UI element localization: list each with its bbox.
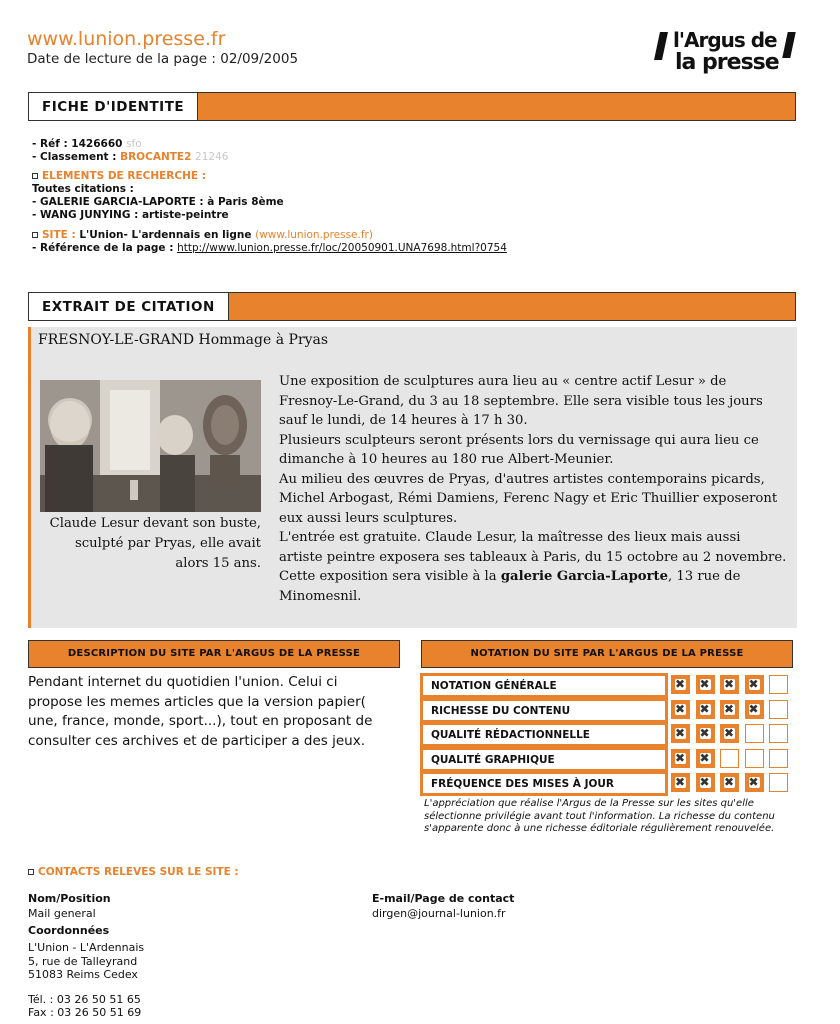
contacts-header-label: CONTACTS RELEVES SUR LE SITE : (38, 866, 239, 878)
description-text: Pendant internet du quotidien l'union. Celui ci propose les memes articles que la version papier( une, france, monde, sport...), tout en proposant de consulter ces archives et de participer a des jeux. (28, 674, 373, 749)
rating-empty-box (745, 749, 764, 768)
ref-line (32, 138, 142, 150)
rating-cross-icon (696, 749, 715, 768)
bullet-square-icon (28, 869, 34, 875)
photo-illustration (40, 380, 261, 512)
citations-label: Toutes citations : (32, 183, 134, 195)
site-label: SITE : (42, 229, 76, 241)
citation-paragraph-1: Une exposition de sculptures aura lieu au « centre actif Lesur » de Fresnoy-Le-Grand, du 3 au 18 septembre. Elle sera visible tous les jours sauf le lundi, de 14 heures à 17 h 30. (279, 374, 763, 428)
read-date: Date de lecture de la page : 02/09/2005 (27, 51, 299, 67)
rating-cross-icon (696, 700, 715, 719)
citation-item-2: - WANG JUNYING : artiste-peintre (32, 209, 229, 221)
rating-cross-icon (671, 724, 690, 743)
rating-empty-box (745, 724, 764, 743)
ref-label: - Réf : 1426660 (32, 138, 123, 150)
rating-empty-box (769, 675, 788, 694)
rating-header-bar (421, 640, 793, 668)
classement-line (32, 151, 228, 163)
contact-address-1: L'Union - L'Ardennais (28, 941, 145, 954)
page-ref-link[interactable]: http://www.lunion.presse.fr/loc/20050901.UNA7698.html?0754 (177, 242, 507, 254)
contact-address-2: 5, rue de Talleyrand (28, 955, 138, 968)
contact-email-value[interactable]: dirgen@journal-lunion.fr (372, 907, 506, 920)
rating-cross-icon (720, 773, 739, 792)
logo-line-2: la presse (675, 50, 779, 75)
site-name: L'Union- L'ardennais en ligne (79, 229, 252, 241)
description-header: DESCRIPTION DU SITE PAR L'ARGUS DE LA PRESSE (30, 642, 398, 666)
description-header-bar (28, 640, 400, 668)
rating-cross-icon (696, 773, 715, 792)
rating-note: L'appréciation que réalise l'Argus de la Presse sur les sites qu'elle sélectionne privilégie avant tout l'information. La richesse du contenu s'apparente donc à une richesse éditoriale régulièrement renouvelée. (424, 798, 775, 834)
rating-empty-box (769, 724, 788, 743)
citation-paragraph-4: L'entrée est gratuite. Claude Lesur, la maîtresse des lieux mais aussi artiste peintre exposera ses tableaux à Paris, du 15 octobre au 2 novembre. (279, 530, 787, 565)
site-url[interactable]: www.lunion.presse.fr (27, 28, 226, 50)
citation-paragraph-2: Plusieurs sculpteurs seront présents lors du vernissage qui aura lieu ce dimanche à 10 heures au 180 rue Albert-Meunier. (279, 432, 759, 467)
rating-cross-icon (745, 675, 764, 694)
contacts-header (28, 866, 239, 878)
citation-section-title: EXTRAIT DE CITATION (29, 293, 229, 320)
article-photo (40, 380, 261, 512)
contact-coord-label: Coordonnées (28, 924, 110, 937)
search-elements-line (32, 170, 206, 182)
identity-section-bar (28, 92, 796, 121)
rating-label: FRÉQUENCE DES MISES À JOUR (422, 773, 666, 794)
rating-cross-icon (720, 724, 739, 743)
argus-logo (655, 28, 805, 78)
photo-caption: Claude Lesur devant son buste, sculpté par Pryas, elle avait alors 15 ans. (49, 516, 261, 571)
gallery-name: galerie Garcia-Laporte (500, 569, 669, 584)
citation-paragraph-3: Au milieu des œuvres de Pryas, d'autres artistes contemporains picards, Michel Arbogast, Rémi Damiens, Ferenc Nagy et Eric Thuillier exposeront eux aussi leurs sculptures. (279, 471, 778, 526)
classement-extra: 21246 (195, 151, 229, 163)
site-url-ref[interactable]: (www.lunion.presse.fr) (255, 229, 373, 241)
contact-tel: Tél. : 03 26 50 51 65 (28, 993, 141, 1006)
page-ref-line (32, 242, 507, 254)
rating-label: RICHESSE DU CONTENU (422, 700, 666, 721)
citation-body (279, 372, 787, 606)
rating-label: QUALITÉ RÉDACTIONNELLE (422, 724, 666, 745)
citation-p5-end: , 13 rue de Minomesnil. (279, 569, 741, 604)
contact-name-value: Mail general (28, 907, 96, 920)
classement-label: - Classement : (32, 151, 117, 163)
logo-line-1: l'Argus de (673, 28, 777, 52)
rating-cross-icon (696, 675, 715, 694)
rating-empty-box (769, 700, 788, 719)
contact-name-label: Nom/Position (28, 892, 111, 905)
classement-value: BROCANTE2 (120, 151, 192, 163)
contact-address-3: 51083 Reims Cedex (28, 968, 138, 981)
logo-slash-right (782, 32, 796, 58)
citation-p5-start: Cette exposition sera visible à la (279, 569, 497, 584)
rating-empty-box (769, 749, 788, 768)
bullet-square-icon (32, 173, 38, 179)
contact-email-label: E-mail/Page de contact (372, 892, 515, 905)
logo-slash-left (654, 32, 668, 60)
citation-section-bar (28, 292, 796, 321)
rating-cross-icon (720, 700, 739, 719)
citation-title: FRESNOY-LE-GRAND Hommage à Pryas (38, 332, 329, 348)
rating-label: NOTATION GÉNÉRALE (422, 675, 666, 696)
rating-cross-icon (671, 675, 690, 694)
rating-header: NOTATION DU SITE PAR L'ARGUS DE LA PRESSE (423, 642, 791, 666)
rating-cross-icon (671, 749, 690, 768)
ref-extra: sfo (126, 138, 142, 150)
rating-cross-icon (745, 773, 764, 792)
rating-empty-box (720, 749, 739, 768)
rating-empty-box (769, 773, 788, 792)
rating-cross-icon (720, 675, 739, 694)
identity-section-title: FICHE D'IDENTITE (29, 93, 198, 120)
site-line (32, 229, 373, 241)
rating-cross-icon (671, 700, 690, 719)
rating-cross-icon (671, 773, 690, 792)
rating-cross-icon (745, 700, 764, 719)
search-elements-label: ELEMENTS DE RECHERCHE : (42, 170, 206, 182)
citation-paragraph-5 (279, 567, 787, 606)
citation-item-1: - GALERIE GARCIA-LAPORTE : à Paris 8ème (32, 196, 284, 208)
contact-fax: Fax : 03 26 50 51 69 (28, 1006, 142, 1019)
bullet-square-icon (32, 232, 38, 238)
rating-label: QUALITÉ GRAPHIQUE (422, 749, 666, 770)
page-ref-label: - Référence de la page : (32, 242, 174, 254)
rating-cross-icon (696, 724, 715, 743)
